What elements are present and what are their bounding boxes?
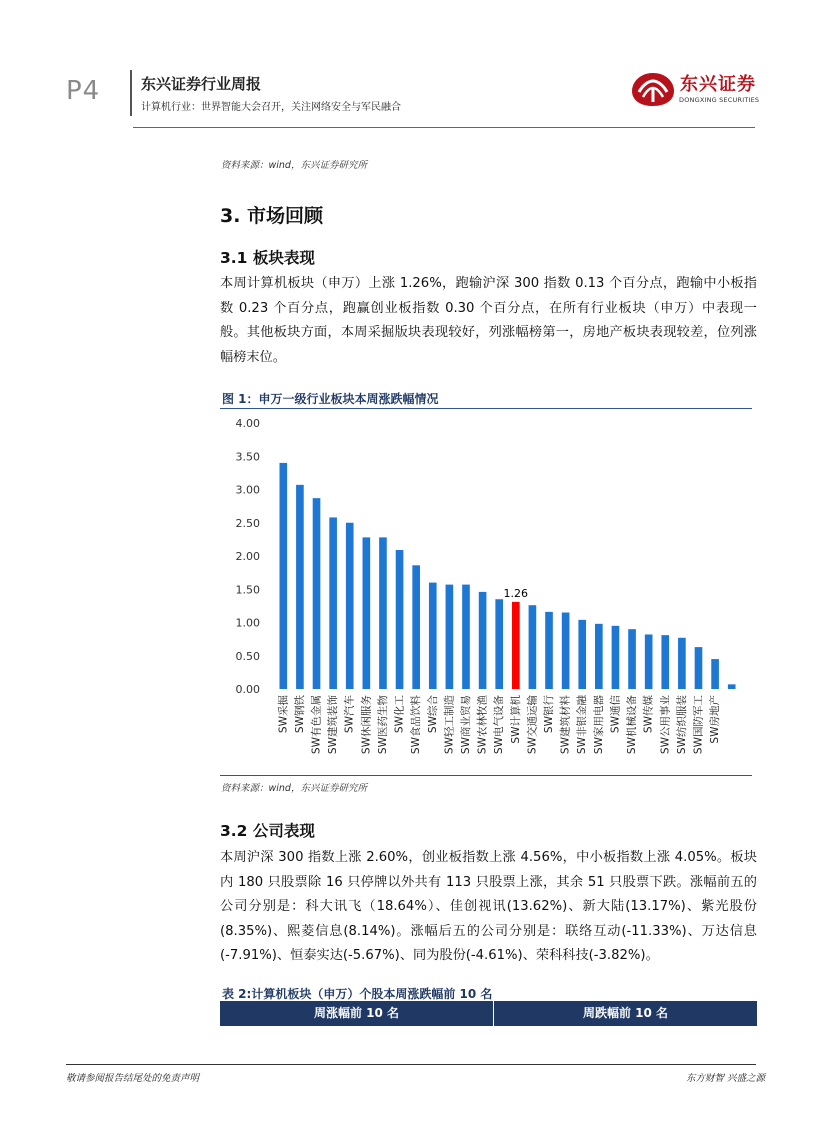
bar — [529, 605, 537, 689]
x-tick-label: SW汽车 — [343, 695, 356, 734]
section-3-2-title: 3.2 公司表现 — [220, 822, 315, 840]
x-tick-label: SW交通运输 — [526, 695, 539, 755]
x-tick-label: SW银行 — [543, 695, 556, 734]
table-2-header — [220, 1001, 757, 1026]
logo-text-cn: 东兴证券 — [680, 74, 756, 95]
bar — [545, 612, 553, 689]
bar — [661, 635, 669, 689]
x-tick-label: SW化工 — [393, 695, 406, 734]
x-tick-label: SW采掘 — [277, 695, 290, 734]
figure-top-rule — [220, 408, 752, 409]
x-tick-label: SW传媒 — [642, 695, 655, 734]
bar — [429, 583, 437, 689]
bar — [279, 463, 287, 689]
bar — [462, 585, 470, 689]
bar — [296, 485, 304, 689]
section-3-1-paragraph: 本周计算机板块（申万）上涨 1.26%，跑输沪深 300 指数 0.13 个百分点，跑输中小板指数 0.23 个百分点，跑赢创业板指数 0.30 个百分点，在所有行业板块（申万）中表现一般。其他板块方面，本周采掘版块表现较好，列涨幅榜第一，房地产板块表现较差，位列涨幅榜末位。 — [220, 276, 757, 365]
bar — [628, 629, 636, 689]
bar — [446, 585, 454, 689]
y-tick-label: 0.50 — [235, 649, 260, 663]
y-tick-label: 2.00 — [235, 550, 260, 563]
table-header-losers: 周跌幅前 10 名 — [582, 1006, 669, 1020]
bar-highlight — [512, 602, 520, 689]
footer-rule — [66, 1064, 756, 1065]
figure-1-caption: 图 1：申万一级行业板块本周涨跌幅情况 — [222, 392, 439, 406]
bar — [695, 647, 703, 689]
bar — [396, 550, 404, 689]
x-tick-label: SW电气设备 — [493, 695, 506, 755]
x-tick-label: SW机械设备 — [626, 695, 639, 755]
x-tick-label: SW商业贸易 — [459, 695, 472, 755]
bar — [645, 634, 653, 689]
y-tick-label: 4.00 — [235, 417, 260, 430]
section-3-title: 3. 市场回顾 — [220, 205, 324, 227]
footer-slogan: 东方财智 兴盛之源 — [686, 1073, 766, 1084]
bar — [728, 684, 736, 689]
bar — [346, 523, 354, 689]
bar — [612, 626, 620, 689]
x-tick-label: SW食品饮料 — [410, 695, 423, 755]
bar — [578, 620, 586, 689]
x-tick-label: SW通信 — [609, 695, 622, 734]
source-note-top: 资料来源：wind，东兴证券研究所 — [221, 160, 367, 171]
company-logo-icon — [630, 70, 676, 108]
y-tick-label: 2.50 — [235, 516, 260, 530]
report-subtitle: 计算机行业：世界智能大会召开，关注网络安全与军民融合 — [141, 102, 401, 113]
y-tick-label: 0.00 — [235, 683, 260, 696]
section-3-1-title: 3.1 板块表现 — [220, 249, 315, 267]
y-tick-label: 1.50 — [235, 583, 260, 597]
bar — [495, 599, 503, 689]
bar — [562, 613, 570, 689]
bar — [711, 659, 719, 689]
header-divider — [130, 70, 132, 116]
x-tick-label: SW农林牧渔 — [476, 695, 489, 755]
logo-text-en: DONGXING SECURITIES — [679, 96, 760, 104]
header-rule — [133, 127, 755, 128]
y-tick-label: 3.50 — [235, 450, 260, 464]
x-tick-label: SW计算机 — [509, 695, 522, 744]
y-tick-label: 3.00 — [235, 483, 260, 497]
table-2-caption: 表 2:计算机板块（申万）个股本周涨跌幅前 10 名 — [222, 987, 493, 1001]
x-tick-label: SW休闲服务 — [360, 695, 373, 755]
x-tick-label: SW公用事业 — [659, 695, 672, 755]
figure-bottom-rule — [220, 775, 752, 776]
footer-disclaimer: 敬请参阅报告结尾处的免责声明 — [66, 1073, 200, 1084]
bar — [363, 537, 371, 689]
figure-1-source: 资料来源：wind，东兴证券研究所 — [221, 783, 367, 794]
y-tick-label: 1.00 — [235, 616, 260, 630]
page-number: P4 — [66, 76, 101, 106]
bar — [412, 565, 420, 689]
section-3-2-paragraph: 本周沪深 300 指数上涨 2.60%，创业板指数上涨 4.56%，中小板指数上涨 4.05%。板块内 180 只股票除 16 只停牌以外共有 113 只股票上涨，其余 51 只股票下跌。涨幅前五的公司分别是：科大讯飞（18.64%）、佳创视讯(13.62%)、新大陆(13.17%)、紫光股份(8.35%)、熙菱信息(8.14%)。涨幅后五的公司分别是：联络互动(-11.33%)、万达信息(-7.91%)、恒泰实达(-5.67%)、同为股份(-4.61%)、荣科科技(-3.82%)。 — [220, 850, 757, 963]
x-tick-label: SW国防军工 — [692, 695, 705, 755]
table-header-gainers: 周涨幅前 10 名 — [313, 1006, 400, 1020]
x-tick-label: SW纺织服装 — [675, 695, 688, 755]
bar — [313, 498, 321, 689]
bar — [678, 638, 686, 689]
x-tick-label: SW轻工制造 — [443, 695, 456, 755]
industry-bar-chart — [220, 410, 752, 772]
bar-data-label: 1.26 — [503, 586, 529, 600]
bar — [379, 537, 387, 689]
report-title: 东兴证券行业周报 — [141, 75, 262, 93]
x-tick-label: SW家用电器 — [592, 695, 605, 755]
x-tick-label: SW医药生物 — [376, 695, 389, 755]
bar — [595, 624, 603, 689]
x-tick-label: SW建筑装饰 — [327, 695, 340, 755]
bar — [479, 592, 487, 689]
x-tick-label: SW综合 — [426, 695, 439, 734]
x-tick-label: SW房地产 — [709, 695, 722, 744]
bar — [329, 517, 337, 689]
x-tick-label: SW建筑材料 — [559, 695, 572, 755]
x-tick-label: SW有色金属 — [310, 695, 323, 755]
x-tick-label: SW钢铁 — [293, 695, 306, 734]
x-tick-label: SW非银金融 — [576, 695, 589, 755]
